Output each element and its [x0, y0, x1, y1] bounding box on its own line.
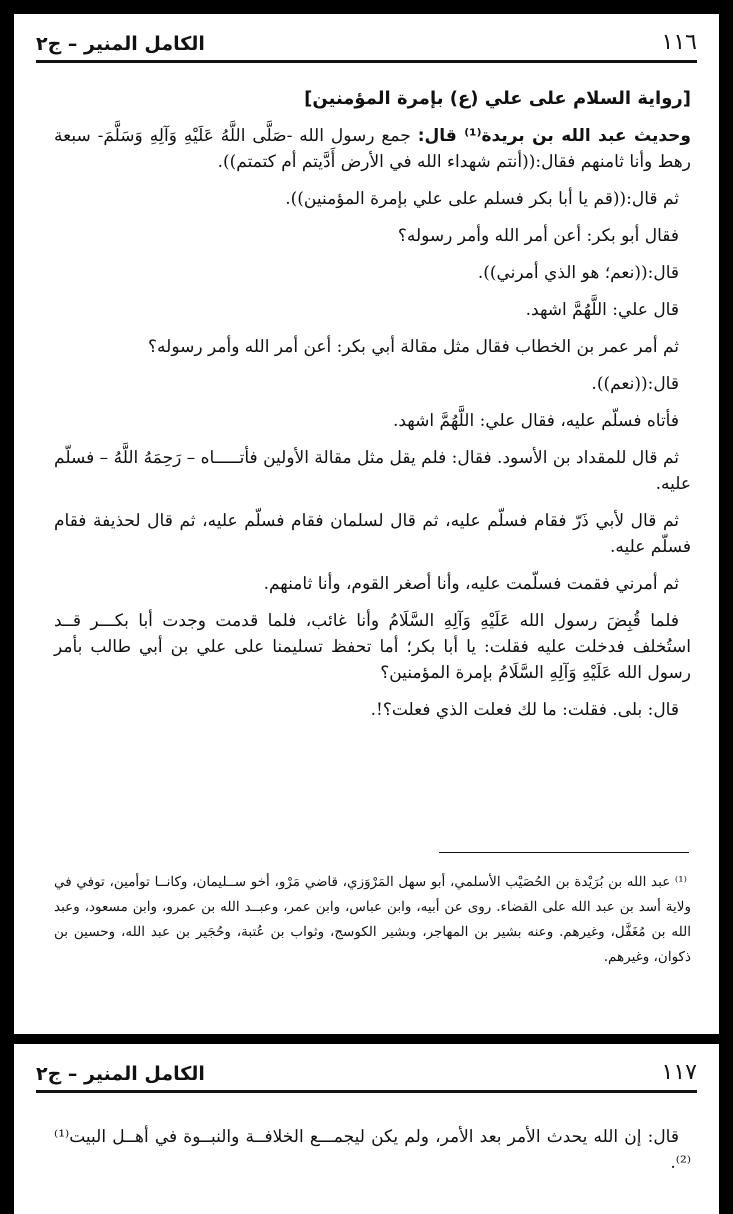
paragraph — [54, 123, 691, 175]
book-title: الكامل المنير – ج٢ — [36, 33, 205, 55]
header-rule — [36, 60, 697, 63]
paragraph: ثم قال:((قم يا أبا بكر فسلم على علي بإمرة المؤمنين)). — [285, 189, 679, 209]
paragraph: فلما قُبِضَ رسول الله عَلَيْهِ وَآلِهِ السَّلَامُ وأنا غائب، فلما قدمت وجدت أبا بكـــر قــد استُخلف فدخلت عليه فقلت: يا أبا بكر؛ أما تحفظ تسليمنا على علي بن أبي طالب بأمر رسول الله عَلَيْهِ وَآلِهِ السَّلَامُ بإمرة المؤمنين؟ — [54, 611, 691, 683]
paragraph-text: جمع رسول الله -صَلَّى اللَّهُ عَلَيْهِ وَآلِهِ وَسَلَّمَ- سبعة رهط وأنا ثامنهم فقال:((أنتم شهداء الله في الأرض أَدَّيتم أم كتمتم)). — [54, 126, 691, 172]
page-116 — [14, 14, 719, 1034]
section-heading: [رواية السلام على علي (ع) بإمرة المؤمنين] — [304, 88, 691, 109]
paragraph: قال:((نعم)). — [591, 374, 679, 394]
paragraph: قال: بلى. فقلت: ما لك فعلت الذي فعلت؟!. — [370, 700, 679, 720]
paragraph: قال:((نعم؛ هو الذي أمرني)). — [477, 263, 679, 283]
paragraph: ثم أمرني فقمت فسلّمت عليه، وأنا أصغر القوم، وأنا ثامنهم. — [263, 574, 679, 594]
paragraph: ثم قال لأبي ذَرّ فقام فسلّم عليه، ثم قال لسلمان فقام فسلّم عليه، ثم قال لحذيفة فقام فسلّم عليه. — [54, 511, 691, 557]
page-number: ١١٧ — [661, 1060, 697, 1085]
main-text — [54, 86, 691, 734]
main-text — [54, 1124, 691, 1187]
paragraph: قال علي: اللَّهُمَّ اشهد. — [525, 300, 679, 320]
paragraph: فقال أبو بكر: أعن أمر الله وأمر رسوله؟ — [397, 226, 679, 246]
footnote — [54, 870, 691, 970]
paragraph: ثم قال للمقداد بن الأسود. فقال: فلم يقل مثل مقالة الأولين فأتـــــاه – رَحِمَهُ اللَّهُ – فسلّم عليه. — [54, 448, 691, 494]
footnote-text: ⁽¹⁾ عبد الله بن بُرَيْدة بن الحُصَيْب الأسلمي، أبو سهل المَرْوَزي، قاضي مَرْو، أخو ســليمان، وكانــا توأمين، توفي في ولاية أسد بن عبد الله على القضاء. روى عن أبيه، وابن عباس، وابن عمر، وعبــد الله بن عمرو، وابن مسعود، وعبد الله بن مُغَفَّل، وغيرهم. وعنه بشير بن المهاجر، وبشير الكوسج، وثواب بن عُتبة، وحُجَير بن عبد الله، وحسين بن ذكوان، وغيرهم. — [54, 874, 691, 965]
book-title: الكامل المنير – ج٢ — [36, 1063, 205, 1085]
paragraph: فأتاه فسلّم عليه، فقال علي: اللَّهُمَّ اشهد. — [392, 411, 679, 431]
paragraph-lead: وحديث عبد الله بن بريدة⁽¹⁾ قال: — [417, 126, 691, 146]
paragraph: قال: إن الله يحدث الأمر بعد الأمر، ولم يكن ليجمـــع الخلافــة والنبــوة في أهــل البيت⁽¹⁾⁽²⁾. — [54, 1127, 691, 1173]
running-header — [36, 30, 697, 55]
header-rule — [36, 1090, 697, 1093]
page-number: ١١٦ — [661, 30, 697, 55]
footnote-rule — [439, 852, 689, 853]
paragraph: ثم أمر عمر بن الخطاب فقال مثل مقالة أبي بكر: أعن أمر الله وأمر رسوله؟ — [148, 337, 679, 357]
running-header — [36, 1060, 697, 1085]
page-117 — [14, 1044, 719, 1214]
